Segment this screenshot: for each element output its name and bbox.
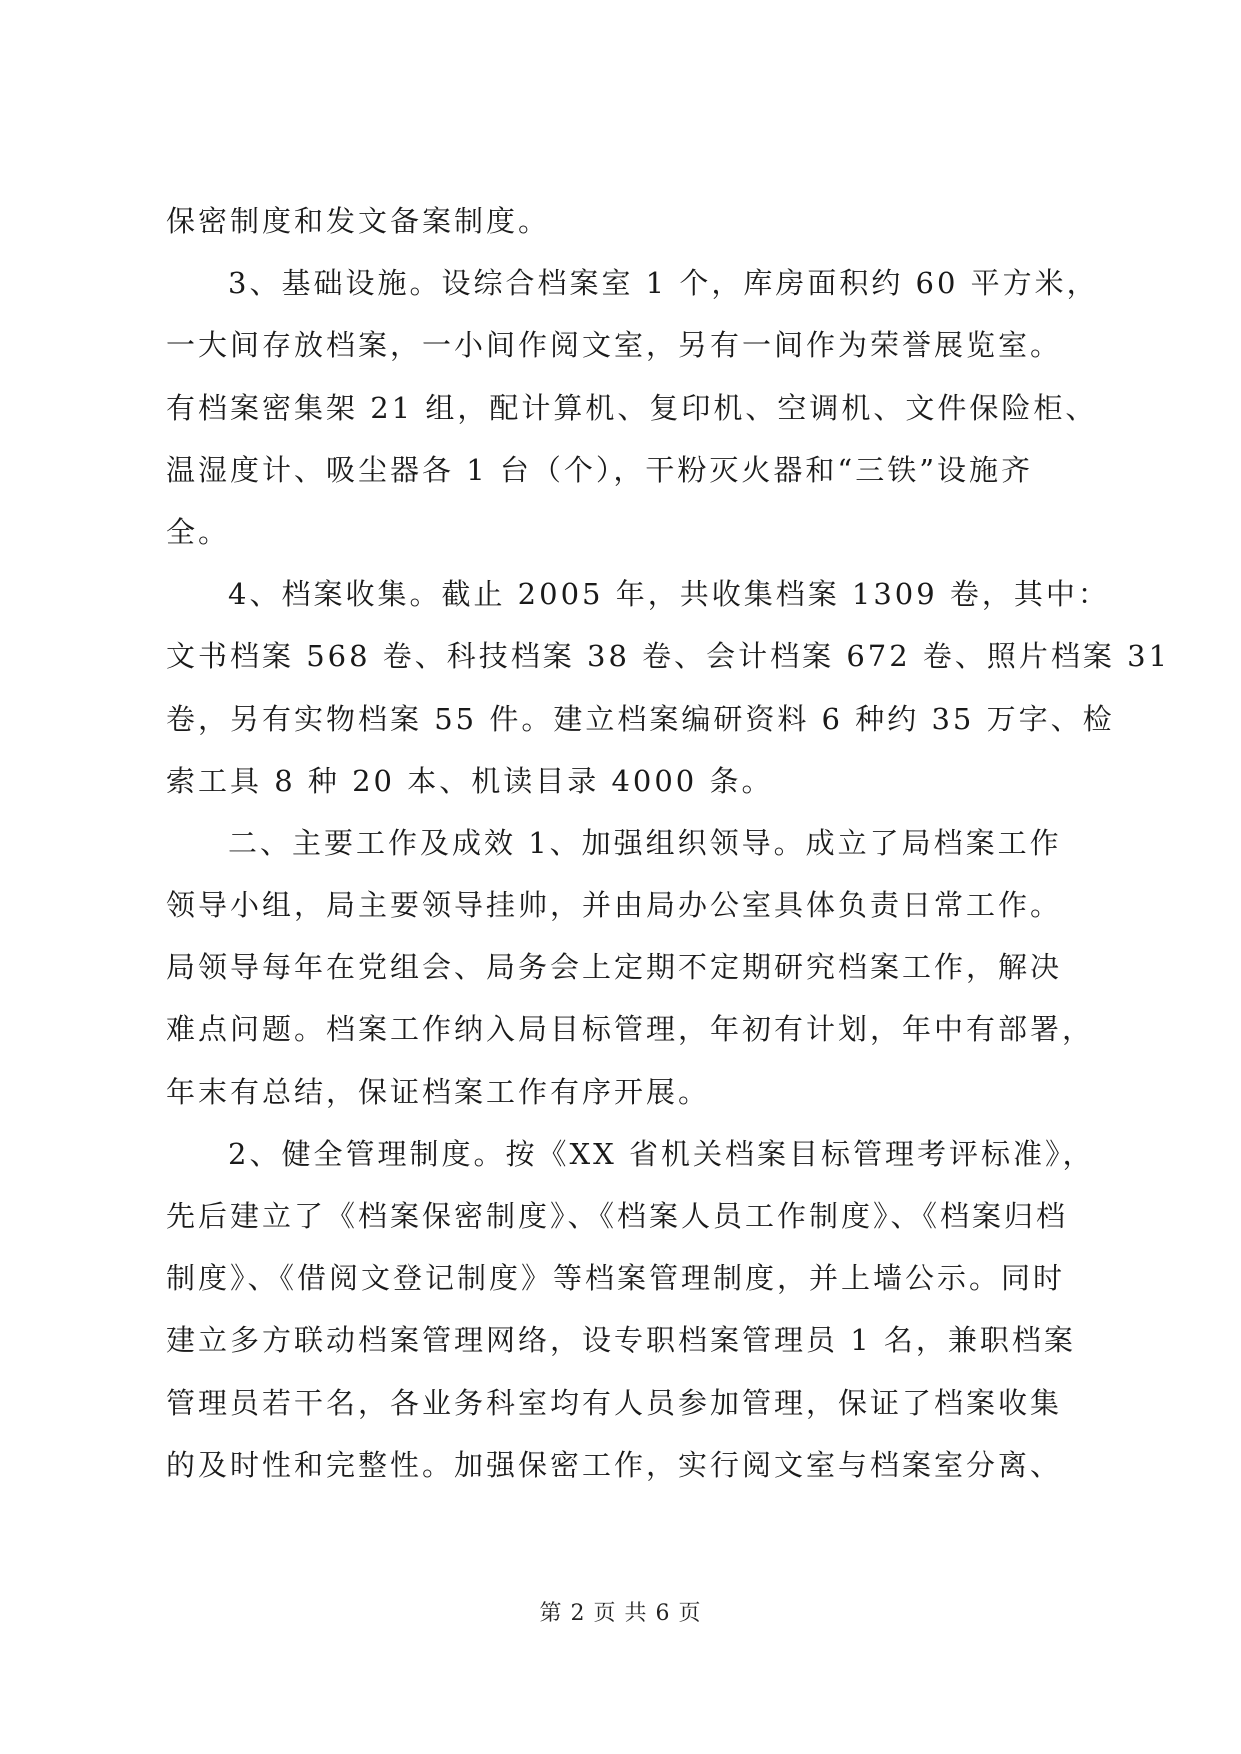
text-line: 有档案密集架 21 组，配计算机、复印机、空调机、文件保险柜、 bbox=[166, 390, 1098, 425]
text-line: 温湿度计、吸尘器各 1 台（个），干粉灭火器和“三铁”设施齐 bbox=[166, 452, 1034, 487]
text-line: 保密制度和发文备案制度。 bbox=[166, 204, 551, 238]
text-line: 全。 bbox=[166, 514, 231, 549]
text-line: 先后建立了《档案保密制度》、《档案人员工作制度》、《档案归档 bbox=[166, 1199, 1069, 1233]
paragraph-start-line: 3、基础设施。设综合档案室 1 个，库房面积约 60 平方米， bbox=[228, 266, 1099, 301]
text-line: 局领导每年在党组会、局务会上定期不定期研究档案工作，解决 bbox=[166, 950, 1063, 985]
paragraph-start-line: 4、档案收集。截止 2005 年，共收集档案 1309 卷，其中： bbox=[228, 577, 1110, 612]
text-line: 制度》、《借阅文登记制度》等档案管理制度，并上墙公示。同时 bbox=[166, 1261, 1066, 1296]
text-line: 的及时性和完整性。加强保密工作，实行阅文室与档案室分离、 bbox=[166, 1447, 1063, 1482]
text-line: 领导小组，局主要领导挂帅，并由局办公室具体负责日常工作。 bbox=[166, 888, 1063, 923]
page-number-footer: 第 2 页 共 6 页 bbox=[539, 1601, 702, 1626]
text-line: 年末有总结，保证档案工作有序开展。 bbox=[166, 1074, 711, 1109]
text-line: 索工具 8 种 20 本、机读目录 4000 条。 bbox=[166, 763, 774, 798]
document-body bbox=[166, 201, 1171, 1507]
text-line: 难点问题。档案工作纳入局目标管理，年初有计划，年中有部署， bbox=[166, 1012, 1095, 1047]
text-line: 一大间存放档案，一小间作阅文室，另有一间作为荣誉展览室。 bbox=[166, 328, 1063, 363]
text-line: 卷，另有实物档案 55 件。建立档案编研资料 6 种约 35 万字、检 bbox=[166, 701, 1115, 736]
text-line: 管理员若干名，各业务科室均有人员参加管理，保证了档案收集 bbox=[166, 1385, 1063, 1420]
text-line: 文书档案 568 卷、科技档案 38 卷、会计档案 672 卷、照片档案 31 bbox=[166, 639, 1171, 674]
paragraph-start-line: 2、健全管理制度。按《XX 省机关档案目标管理考评标准》， bbox=[228, 1136, 1095, 1171]
paragraph-start-line: 二、主要工作及成效 1、加强组织领导。成立了局档案工作 bbox=[228, 825, 1062, 860]
text-line: 建立多方联动档案管理网络，设专职档案管理员 1 名，兼职档案 bbox=[166, 1323, 1076, 1358]
